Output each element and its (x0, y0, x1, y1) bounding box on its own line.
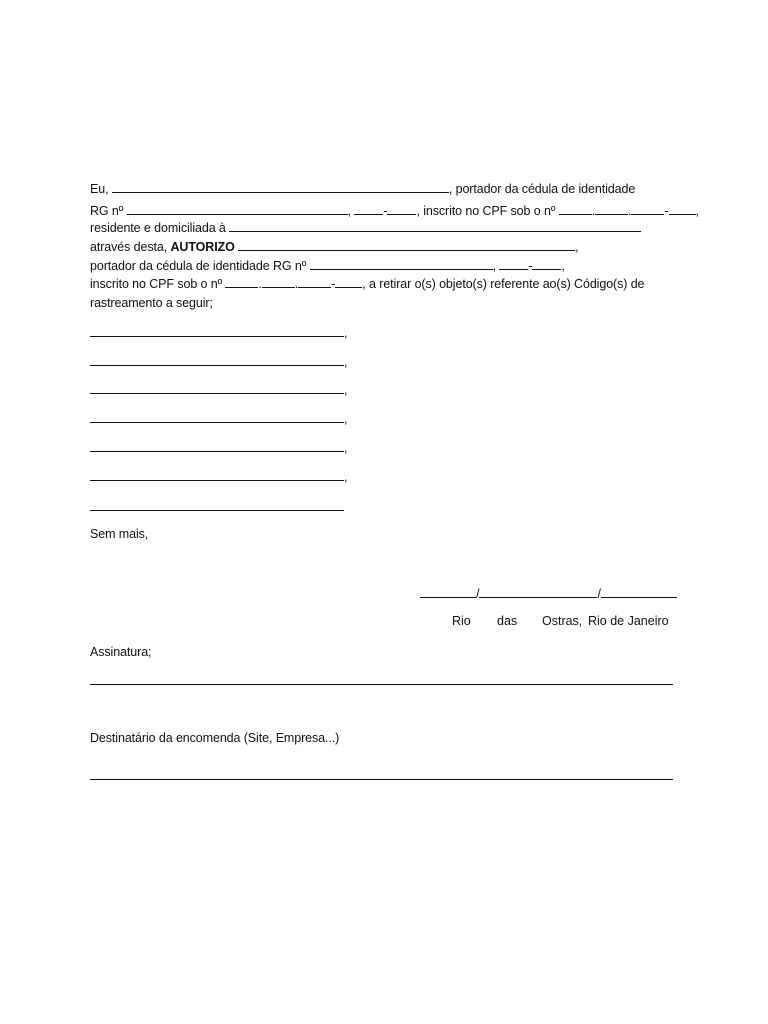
paragraph-line-7 (90, 295, 213, 311)
paragraph-line-5: portador da cédula de identidade RG nº , - , (90, 259, 565, 273)
tracking-line (90, 354, 347, 370)
date-row (420, 586, 677, 602)
tracking-comma: , (344, 355, 348, 369)
tracking-code-blank[interactable] (90, 469, 344, 481)
day-blank[interactable] (420, 586, 476, 598)
tracking-line (90, 440, 347, 456)
text-portador-rg: portador da cédula de identidade RG nº (90, 259, 310, 273)
paragraph-line-2: RG nº , - , inscrito no CPF sob o nº . . - , (90, 204, 699, 218)
tracking-line (90, 469, 347, 485)
tracking-code-blank[interactable] (90, 325, 344, 337)
tracking-code-blank[interactable] (90, 411, 344, 423)
tracking-line (90, 411, 347, 427)
rg-blank[interactable] (127, 203, 348, 215)
authorized-cpf-4[interactable] (335, 276, 362, 288)
address-blank[interactable] (229, 220, 641, 232)
tracking-comma: , (344, 383, 348, 397)
closing-text: Sem mais, (90, 527, 149, 541)
tracking-code-blank[interactable] (90, 354, 344, 366)
authorized-rg-blank[interactable] (310, 258, 493, 270)
recipient-line[interactable] (90, 779, 673, 780)
tracking-code-blank[interactable] (90, 382, 344, 394)
paragraph-line-3 (90, 220, 641, 236)
comma: , (695, 204, 699, 218)
tracking-line (90, 382, 347, 398)
cpf-blank-1[interactable] (559, 203, 592, 215)
place-word-4: Rio de Janeiro (588, 614, 669, 628)
authorized-cpf-1[interactable] (225, 276, 258, 288)
cpf-blank-3[interactable] (631, 203, 664, 215)
text-eu: Eu, (90, 182, 112, 196)
authorized-name-blank[interactable] (238, 239, 575, 251)
text-retirar: , a retirar o(s) objeto(s) referente ao(s) Código(s) de (362, 277, 645, 291)
place-word-2: das (497, 614, 518, 628)
tracking-comma: , (344, 412, 348, 426)
name-blank[interactable] (112, 181, 449, 193)
tracking-line (90, 499, 344, 515)
signature-line[interactable] (90, 684, 673, 685)
tracking-comma: , (344, 326, 348, 340)
year-blank[interactable] (601, 586, 677, 598)
authorized-cpf-3[interactable] (298, 276, 331, 288)
text-rg: RG nº (90, 204, 127, 218)
text-portador: , portador da cédula de identidade (448, 182, 636, 196)
paragraph-line-1 (90, 181, 635, 197)
comma: , (575, 240, 579, 254)
paragraph-line-6: inscrito no CPF sob o nº . . - , a retirar o(s) objeto(s) referente ao(s) Código(s) de (90, 277, 645, 291)
cpf-blank-4[interactable] (669, 203, 696, 215)
tracking-comma: , (344, 441, 348, 455)
text-residente: residente e domiciliada à (90, 221, 230, 235)
text-cpf: , inscrito no CPF sob o nº (416, 204, 559, 218)
place-word-3: Ostras, (542, 614, 583, 628)
place-word-1: Rio (452, 614, 471, 628)
tracking-line (90, 325, 347, 341)
authorized-cpf-2[interactable] (262, 276, 295, 288)
text-inscrito: inscrito no CPF sob o nº (90, 277, 226, 291)
text-rastreamento: rastreamento a seguir; (90, 296, 213, 310)
rg-uf-blank-1[interactable] (354, 203, 383, 215)
rg-uf-blank-2[interactable] (387, 203, 416, 215)
tracking-code-blank[interactable] (90, 499, 344, 511)
tracking-code-blank[interactable] (90, 440, 344, 452)
date-separator: / (476, 587, 480, 601)
recipient-label: Destinatário da encomenda (Site, Empresa...) (90, 731, 340, 745)
text-atraves: através desta, (90, 240, 171, 254)
paragraph-line-4 (90, 239, 579, 255)
signature-label: Assinatura; (90, 645, 152, 659)
authorized-rg-uf-2[interactable] (532, 258, 561, 270)
text-autorizo: AUTORIZO (170, 240, 235, 254)
comma: , (561, 259, 565, 273)
date-separator: / (597, 587, 601, 601)
tracking-comma: , (344, 470, 348, 484)
month-blank[interactable] (479, 586, 597, 598)
cpf-blank-2[interactable] (595, 203, 628, 215)
authorized-rg-uf-1[interactable] (499, 258, 528, 270)
